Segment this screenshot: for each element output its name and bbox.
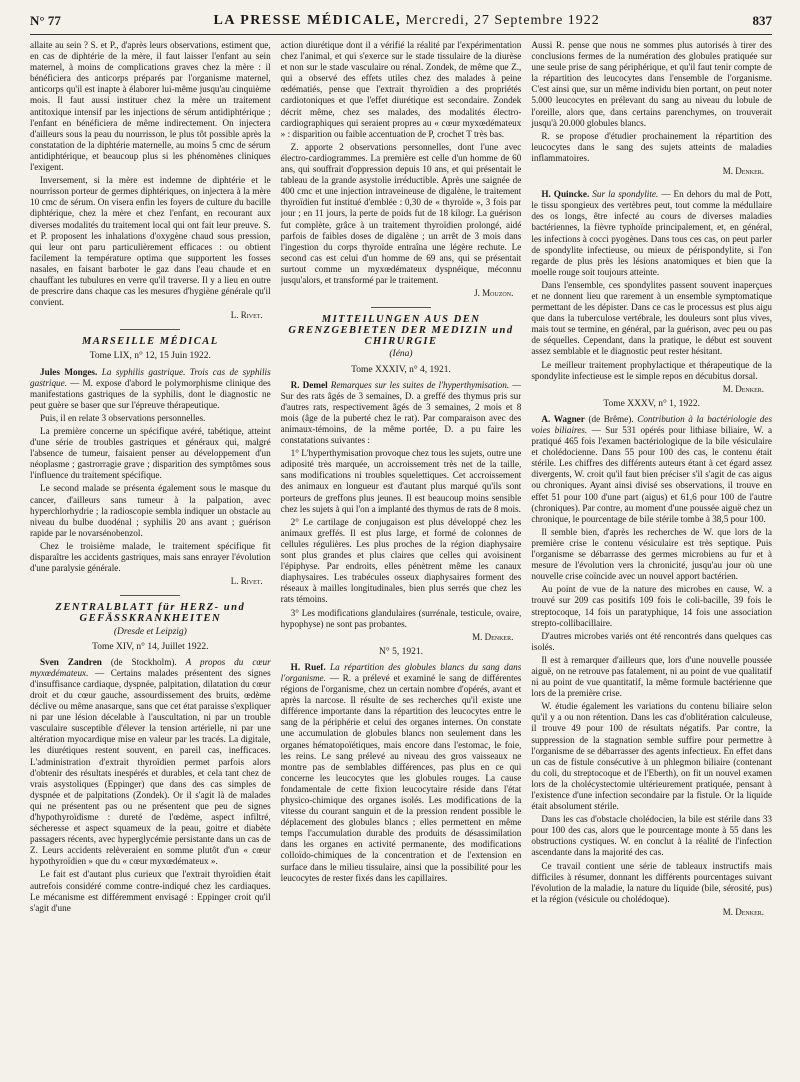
paragraph: 1° L'hyperthymisation provoque chez tous les sujets, outre une adiposité très marquée, un accroissement très net de la taille, sans modifications ni troubles squelettiques. Cet accroissement des animaux en longueur est d'autant plus marqué qu'ils sont porteurs de greffons plus jeunes. Il est beaucoup moins sensible chez les sujets à qui l'on a implanté des thymus de rats de 8 mois.	[280, 448, 522, 514]
signature: M. Denker.	[472, 631, 514, 642]
signature: M. Denker.	[722, 166, 765, 177]
paragraph: La première concerne un spécifique avéré, tabétique, atteint d'une série de troubles gastriques et généraux qui, malgré l'absence de tumeur, faisaient penser au développement d'un néoplasme ; gastrorragie grave ; disparition des symptômes sous l'influence du traitement spécifique.	[30, 426, 271, 481]
paragraph: Dans les cas d'obstacle cholédocien, la bile est stérile dans 33 pour 100 des cas, alors que le pourcentage monte à 55 dans les obstructions cystiques. W. en conclut à la réalité de l'infection ascendante dans la majorité des cas.	[531, 814, 773, 858]
article-title: Remarques sur les suites de l'hyperthymisation.	[330, 379, 510, 390]
abstract-paragraph	[531, 189, 772, 278]
abstract-paragraph	[30, 657, 271, 868]
paragraph: action diurétique dont il a vérifié la réalité par l'expérimentation chez l'animal, et qui s'exerce sur le stade tissulaire de la diurèse et non sur le stade vasculaire ou rénal. Zondek, de même que Z., qui a observé des effets utiles chez des malades à peine œdématiés, pense que l'extrait thyroïdien a des propriétés cardiotoniques et que l'effet diurétique est secondaire. Zondek décrit même, chez ses malades, des modalités électro-cardiographiques qui seraient propres au « cœur myxœdémateux » : disparition ou faible accentuation de P, crochet T très bas.	[280, 40, 522, 139]
article-title: Sur la spondylite.	[592, 189, 659, 200]
tome-line: N° 5, 1921.	[379, 646, 423, 657]
abstract-paragraph	[281, 662, 522, 884]
divider	[371, 307, 431, 308]
author: H. Quincke.	[541, 189, 590, 200]
paragraph: Dans l'ensemble, ces spondylites passent souvent inaperçues et ne donnent lieu que rarement à un ensemble symptomatique permettant de les dépister. Dans ce cas le processus est plus aigu que dans la tuberculose vertébrale, les douleurs sont plus vives, mais tout se termine, en général, par la guérison, avec peu ou pas de séquelles. Cependant, dans la pratique, le début est souvent assez semblable et le diagnostic peut rester hésitant.	[531, 279, 773, 357]
paragraph: allaite au sein ? S. et P., d'après leurs observations, estiment que, en cas de diphtérie de la mère, il faut laisser l'enfant au sein maternel, à moins de complications graves chez la mère : il bénéficiera des anticorps préparés par l'organisme maternel, anticorps qu'il est inapte à élaborer lui-même jusqu'au cinquième mois. Il faut aussi instituer chez la mère un traitement antitoxique intensif par les injections de sérum antidiphtérique ; l'enfant en bénéficiera de même indirectement. On injectera d'ailleurs sous la peau du nourrisson, le plus tôt possible après la constatation de la diphtérie maternelle, au moins 5 cmc de sérum antidiphtérique, et beaucoup plus si les phénomènes cliniques l'exigent.	[30, 40, 271, 173]
author: H. Ruef.	[290, 661, 326, 672]
abstract-text: — En dehors du mal de Pott, le tissu spongieux des vertèbres peut, tout comme la médullaire des os longs, être infecté au cours de diverses maladies bactériennes, la fièvre typhoïde principalement, et, en général, les infections à cocci pyogènes. Dans tous ces cas, on peut parler de spondylite infectieuse, ou mieux de périspondylite, si l'on regarde de plus près les lésions anatomiques et bien que la moelle rouge soit toujours atteinte.	[531, 189, 773, 277]
paragraph: Z. apporte 2 observations personnelles, dont l'une avec électro-cardiogrammes. La première est celle d'un homme de 60 ans, qui souffrait d'oppression depuis 10 ans, et qui présentait le tableau de la grande asystolie irréductible. Après une saignée de 400 cmc et une injection intraveineuse de digalène, le traitement thyroïdien fut institué d'emblée : 0,30 de « thyroïde », 3 fois par jour ; en 11 jours, la perte de poids fut de 18 kilogr. La guérison fut complète, grâce à un traitement thyroïdien prolongé, aidé parfois de faibles doses de digalène ; un arrêt de 3 mois dans l'ingestion du corps thyroïde entraîna une légère rechute. Le second cas est celui d'un homme de 69 ans, qui se présentait surtout comme un myxœdémateux dyspnéique, méconnu jusqu'alors, et transformé par le traitement.	[280, 141, 522, 285]
abstract-paragraph	[531, 414, 772, 525]
column-2	[281, 40, 522, 1076]
signature: J. Mouzon.	[474, 288, 514, 299]
journal-title-line	[214, 13, 600, 29]
signature: L. Rivet.	[230, 310, 263, 321]
journal-name: LA PRESSE MÉDICALE,	[213, 13, 402, 28]
abstract-text: — M. expose d'abord le polymorphisme clinique des manifestations gastriques de la syphilis, dont le diagnostic ne peut guère se baser que sur l'épreuve thérapeutique.	[30, 377, 271, 410]
paragraph: 2° Le cartilage de conjugaison est plus développé chez les animaux greffés. Il est plus large, et formé de colonnes de cellules régulières. Les plus proches de la région diaphysaire sont plus grandes et plus claires que celles qui avoisinent l'épiphyse. Par endroits, elles pénètrent même les canaux diaphysaires. Les trabécules osseux diaphysaires forment des réseaux à mailles longitudinales, bien plus serrés que chez les rats témoins.	[280, 516, 522, 605]
issue-number: N° 77	[30, 13, 61, 28]
paragraph: 3° Les modifications glandulaires (surrénale, testicule, ovaire, hypophyse) ne sont pas probantes.	[280, 607, 522, 629]
abstract-paragraph	[281, 380, 522, 447]
tome-line: Tome LIX, n° 12, 15 Juin 1922.	[89, 351, 211, 362]
journal-city: (Iéna)	[389, 349, 413, 360]
divider	[120, 595, 180, 596]
issue-date: Mercredi, 27 Septembre 1922	[405, 13, 600, 28]
article-title: Contribution à la bactériologie des voies biliaires.	[531, 413, 773, 435]
article-title: A propos du cœur myxœdémateux.	[30, 656, 271, 678]
page-header	[30, 8, 772, 35]
tome-line: Tome XXXIV, n° 4, 1921.	[351, 364, 451, 375]
journal-section-title: ZENTRALBLATT für HERZ- und GEFÄSSKRANKHEITEN	[55, 602, 246, 625]
paragraph: Ce travail contient une série de tableaux instructifs mais difficiles à résumer, donnant les différents pourcentages suivant l'évolution de la maladie, la nature du liquide (bile, sérosité, pus) et la région (vésicule ou cholédoque).	[531, 860, 773, 904]
journal-city: (Dresde et Leipzig)	[113, 626, 187, 637]
article-title: La répartition des globules blancs du sang dans l'organisme.	[280, 661, 522, 683]
paragraph: Il semble bien, d'après les recherches de W. que lors de la première crise le contenu vésiculaire est très septique. Puis l'organisme se débarrasse des germes microbiens au fur et à mesure de l'évolution vers la chronicité, jusqu'au jour où une nouvelle crise coïncide avec un nouvel apport bactérien.	[531, 526, 773, 582]
paragraph: Chez le troisième malade, le traitement spécifique fit disparaître les accidents gastriques, mais sans enrayer l'évolution d'une paralysie générale.	[30, 540, 271, 574]
journal-section-title: MARSEILLE MÉDICAL	[82, 336, 219, 348]
paragraph: Puis, il en relate 3 observations personnelles.	[40, 412, 206, 423]
signature: L. Rivet.	[230, 576, 263, 587]
author-place: (de Brême).	[588, 413, 634, 424]
author: Jules Monges.	[40, 366, 98, 377]
tome-line: Tome XIV, n° 14, Juillet 1922.	[92, 641, 209, 652]
signature: M. Denker.	[722, 383, 765, 394]
author: Sven Zandren	[40, 656, 102, 667]
column-3	[531, 40, 772, 1076]
abstract-text: — Sur 531 opérés pour lithiase biliaire, W. a pratiqué 465 fois l'examen bactériologique de la bile vésiculaire et cholédocienne. Dans 55 pour 100 des cas, le contenu était stérile. Les chiffres des différents auteurs étant à cet égard assez divergents, W. croit qu'il faut bien préciser s'il s'agit de cas aigus ou chroniques. Ayant ainsi divisé ses observations, il trouve en effet 51 pour 100 d'une part (aigus) et 61,6 pour 100 de l'autre (chroniques). Par contre, au moment d'une poussée aiguë chez un chronique, le pourcentage de bile stérile tombe à 38,5 pour 100.	[531, 425, 773, 524]
paragraph: D'autres microbes variés ont été rencontrés dans quelques cas isolés.	[531, 630, 773, 652]
abstract-text: — Certains malades présentent des signes d'insuffisance cardiaque, dyspnée, palpitation, dilatation du cœur droit et du cœur gauche, assourdissement des bruits, œdème déclive ou même anasarque, sans que cet état paraisse s'expliquer ni par une lésion décelable à l'auscultation, ni par un trouble vasculaire susceptible d'élever la tension artérielle, ni par une altération myocardique mise en valeur par les tracés. La digitale, les diurétiques restent souvent, en pareil cas, inefficaces. L'administration d'extrait thyroïdien permet parfois alors d'obtenir des résultats inespérés et durables, et cela tant chez de vrais asystoliques (Eppinger) que dans des cas simples de dyspnée et de palpitations (Zondek). Or il s'agit là de malades qui ne présentent pas ou ne présentent que peu de signes d'hypothyroïdisme : dureté de l'œdème, aspect infiltré, sécheresse et aspect squameux de la peau, goitre et diabète passagers récents, avec hyperglycémie persistante dans un cas de Z. Leurs accidents relèveraient en somme plutôt d'un « cœur hypothyroïdien » que du « cœur myxœdémateux ».	[30, 667, 271, 867]
paragraph: R. se propose d'étudier prochainement la répartition des leucocytes dans le sang des sujets atteints de maladies inflammatoires.	[531, 130, 773, 163]
article-columns	[30, 40, 772, 1076]
paragraph: Aussi R. pense que nous ne sommes plus autorisés à tirer des conclusions fermes de la numération des globules pratiquée sur une seule prise de sang périphérique, et qu'il faut tenir compte de la répartition des leucocytes dans l'ensemble de l'organisme. C'est ainsi que, sur un même individu bien portant, on peut noter 5.000 leucocytes en prélevant du sang au niveau du lobule de l'oreille, alors que, dans certains parenchymes, on trouverait jusqu'à 20.000 globules blancs.	[531, 40, 773, 128]
author: R. Demel	[290, 379, 328, 390]
abstract-paragraph	[30, 367, 271, 411]
author-place: (de Stockholm).	[110, 656, 177, 667]
journal-section-title: MITTEILUNGEN AUS DEN GRENZGEBIETEN DER MEDIZIN und CHIRURGIE	[288, 314, 514, 348]
paragraph: Le fait est d'autant plus curieux que l'extrait thyroïdien était autrefois considéré comme contre-indiqué chez les cardiaques. Le mécanisme est différemment envisagé : Eppinger croit qu'il s'agit d'une	[30, 869, 271, 913]
paragraph: Le second malade se présenta également sous le masque du cancer, d'ailleurs sans tumeur à la palpation, avec hyperchlorhydrie ; la radioscopie sembla indiquer un obstacle au niveau du bulbe duodénal ; syphilis 20 ans avant ; guérison rapide par le novarsénobenzol.	[30, 483, 271, 538]
author: A. Wagner	[541, 413, 585, 424]
page-number: 837	[752, 13, 772, 28]
article-title: La syphilis gastrique. Trois cas de syphilis gastrique.	[30, 366, 271, 388]
divider	[120, 329, 180, 330]
paragraph: W. étudie également les variations du contenu biliaire selon qu'il y a ou non rétention. Dans les cas d'oblitération calculeuse, il trouve 49 pour 100 de résultats négatifs. Par contre, la suppression de la stagnation semble suffire pour permettre à l'organisme de se débarrasser des agents infectieux. En effet dans un cas de fistule consécutive à un phlegmon biliaire (contenant du coli, du streptocoque et de l'Eberth), on fit un nouvel examen lors de la cholécystectomie ultérieurement pratiquée, pensant à l'existence d'une infection secondaire par la fistule. Or la liquide était absolument stérile.	[531, 701, 773, 812]
signature: M. Denker.	[722, 906, 765, 917]
column-1	[30, 40, 271, 1076]
tome-line: Tome XXXV, n° 1, 1922.	[603, 398, 700, 409]
paragraph: Il est à remarquer d'ailleurs que, lors d'une nouvelle poussée aiguë, on ne retrouve pas fatalement, ni au point de vue qualitatif ni au point de vue quantitatif, la même formule bactérienne que lors de la première crise.	[531, 654, 773, 699]
paragraph: Au point de vue de la nature des microbes en cause, W. a trouvé sur 209 cas positifs 109 fois le coli-bacille, 39 fois le streptocoque, 14 fois un paratyphique, 14 fois une association strepto-collibacillaire.	[531, 584, 773, 628]
abstract-text: — Sur des rats âgés de 3 semaines, D. a greffé des thymus pris sur d'autres rats, respectivement âgés de 3 semaines, 2 mois et 8 mois (âge de la puberté chez le rat). Par comparaison avec des animaux-témoins, de la même portée, D. a pu faire les constatations suivantes :	[280, 379, 522, 446]
abstract-text: — R. a prélevé et examiné le sang de différentes régions de l'organisme, chez un certain nombre d'opérés, avant et après la narcose. Il résulte de ses recherches qu'il existe une différence importante dans la répartition des leucocytes entre le sang de la périphérie et celui des organes internes. On constate une accumulation de globules blancs non seulement dans les organes hématopoïétiques, mais encore dans l'estomac, le foie, les reins. Le sang prélevé au niveau des gros vaisseaux ne montre pas de semblables différences, pas plus en ce qui concerne les leucocytes que les globules rouges. La cause fondamentale de cette fixion leucocytaire réside dans l'état physico-chimique des organes isolés. Les modifications de la vitesse du courant sanguin et de la pression rendent possible le déplacement des globules blancs ; elles permettent en même temps l'accumulation durable des produits de désassimilation dans les organes en activité permanente, des modifications colloïdo-chimiques de la concentration et de l'extension en surface dans le milieu tissulaire, ainsi que la possibilité pour les leucocytes de rester fixés dans les capillaires.	[280, 672, 522, 883]
paragraph: Le meilleur traitement prophylactique et thérapeutique de la spondylite infectieuse est le simple repos en décubitus dorsal.	[531, 359, 773, 381]
paragraph: Inversement, si la mère est indemne de diphtérie et le nourrisson porteur de germes diphtériques, on injectera à la mère 10 cmc de sérum. On visera enfin les foyers de culture du bacille diphtérique, chez la mère et chez l'enfant, en recourant aux diverses modalités du traitement local qui ont fait leur preuve. S. et P. proposent les inhalations d'oxygène chaud sous pression, qui leur ont paru particulièrement efficaces : ou obtient facilement la température optima que supportent les fosses nasales, en faisant barboter le gaz dans l'eau chaude et en chauffant les tubulures en verre qu'il traverse. Il y a lieu en outre de prescrire dans chaque cas les mesures d'hygiène générale qu'il convient.	[30, 175, 271, 308]
